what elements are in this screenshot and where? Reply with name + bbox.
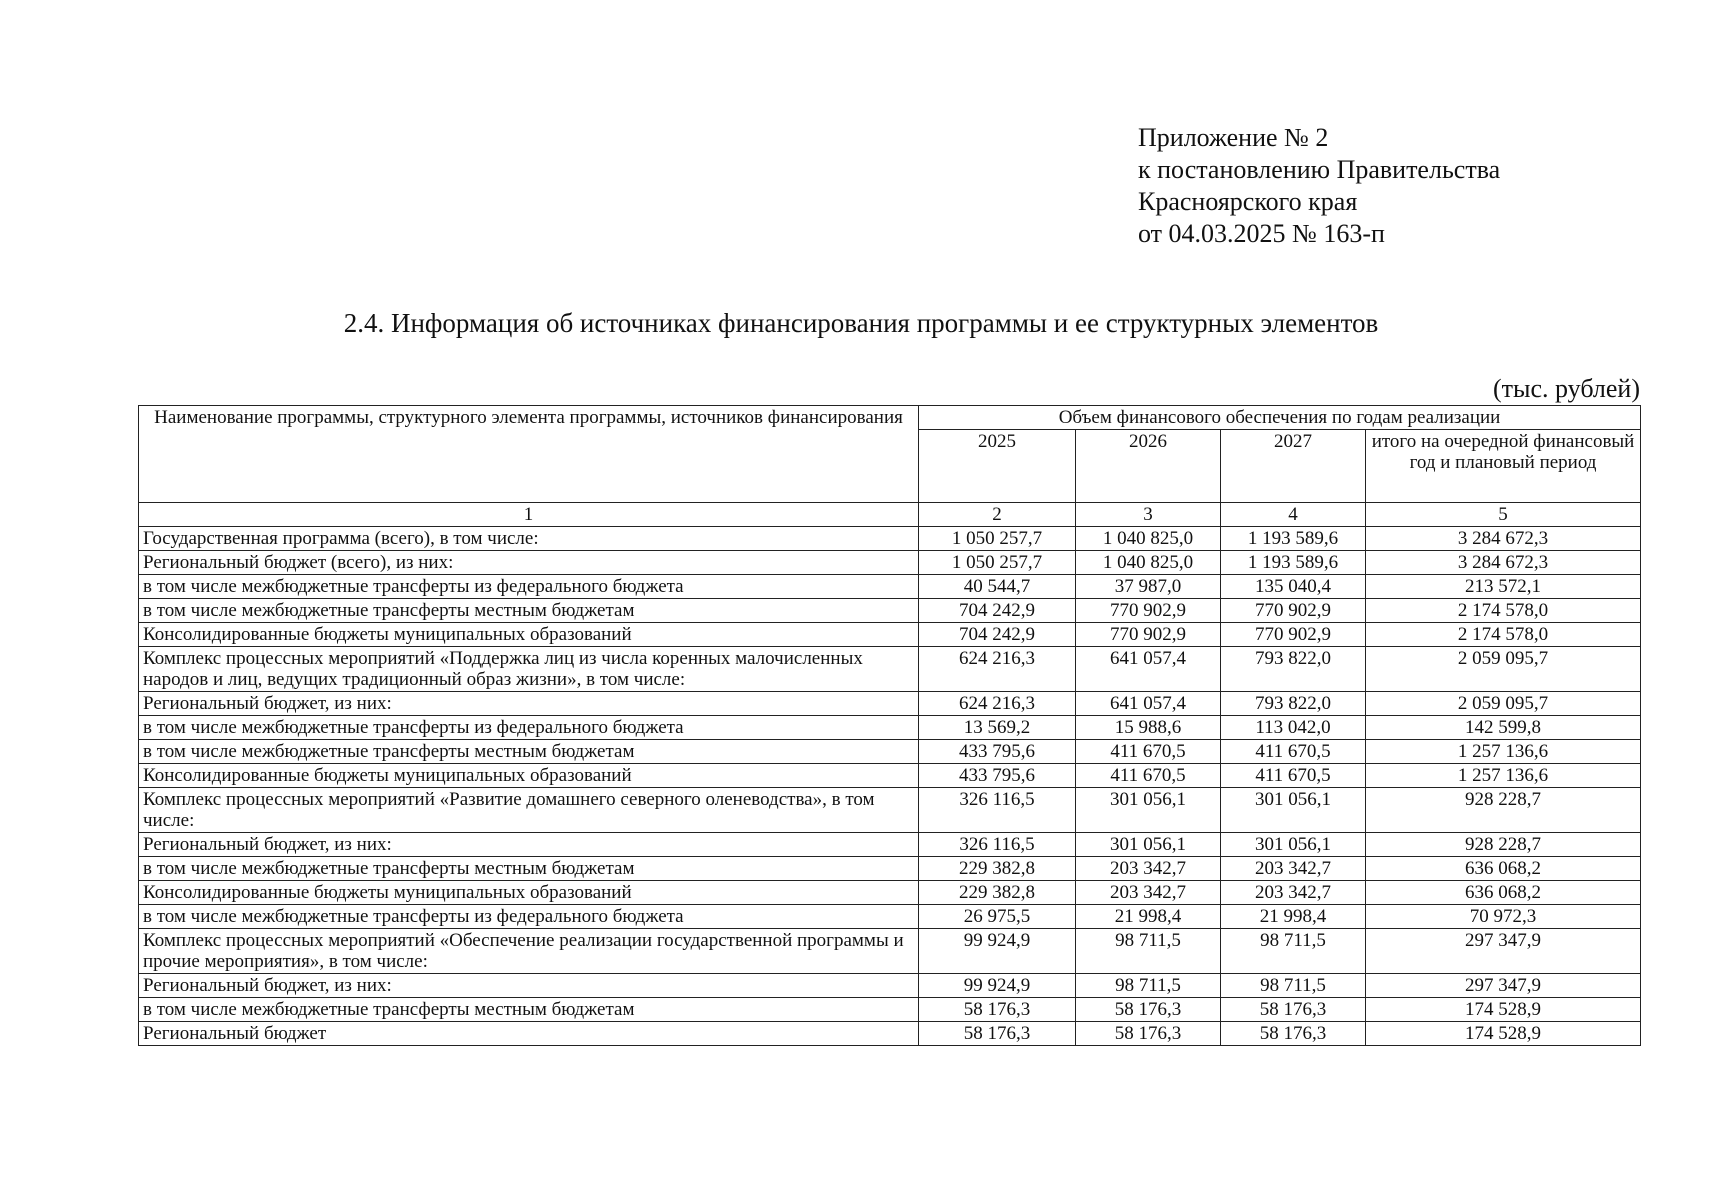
value-2025: 13 569,2 xyxy=(919,716,1076,740)
value-total: 3 284 672,3 xyxy=(1366,551,1641,575)
value-total: 142 599,8 xyxy=(1366,716,1641,740)
table-row xyxy=(139,929,1641,974)
value-2025: 624 216,3 xyxy=(919,647,1076,692)
table-row xyxy=(139,764,1641,788)
header-total: итого на очередной финансовый год и плановый период xyxy=(1366,430,1641,503)
value-total: 3 284 672,3 xyxy=(1366,527,1641,551)
value-2027: 203 342,7 xyxy=(1221,857,1366,881)
row-name: Комплекс процессных мероприятий «Обеспечение реализации государственной программы и прочие мероприятия», в том числе: xyxy=(139,929,919,974)
row-name: в том числе межбюджетные трансферты из федерального бюджета xyxy=(139,716,919,740)
value-total: 2 174 578,0 xyxy=(1366,599,1641,623)
value-2025: 99 924,9 xyxy=(919,974,1076,998)
appendix-block xyxy=(1138,122,1500,250)
value-2027: 98 711,5 xyxy=(1221,929,1366,974)
row-name: Консолидированные бюджеты муниципальных образований xyxy=(139,881,919,905)
row-name: Государственная программа (всего), в том числе: xyxy=(139,527,919,551)
value-2025: 58 176,3 xyxy=(919,998,1076,1022)
value-2027: 203 342,7 xyxy=(1221,881,1366,905)
table-row xyxy=(139,740,1641,764)
value-2026: 203 342,7 xyxy=(1076,881,1221,905)
appendix-line: Приложение № 2 xyxy=(1138,123,1329,152)
value-total: 636 068,2 xyxy=(1366,881,1641,905)
value-2025: 704 242,9 xyxy=(919,599,1076,623)
value-2026: 98 711,5 xyxy=(1076,929,1221,974)
value-2025: 1 050 257,7 xyxy=(919,551,1076,575)
table-header-row xyxy=(139,406,1641,430)
header-year-2026: 2026 xyxy=(1076,430,1221,503)
table-row xyxy=(139,599,1641,623)
table-row xyxy=(139,998,1641,1022)
value-total: 213 572,1 xyxy=(1366,575,1641,599)
value-total: 70 972,3 xyxy=(1366,905,1641,929)
value-2025: 1 050 257,7 xyxy=(919,527,1076,551)
value-2025: 704 242,9 xyxy=(919,623,1076,647)
value-2026: 1 040 825,0 xyxy=(1076,527,1221,551)
value-2026: 203 342,7 xyxy=(1076,857,1221,881)
value-total: 636 068,2 xyxy=(1366,857,1641,881)
value-total: 2 059 095,7 xyxy=(1366,647,1641,692)
value-2027: 770 902,9 xyxy=(1221,599,1366,623)
value-2027: 58 176,3 xyxy=(1221,998,1366,1022)
value-2027: 1 193 589,6 xyxy=(1221,551,1366,575)
value-2027: 411 670,5 xyxy=(1221,764,1366,788)
value-2026: 15 988,6 xyxy=(1076,716,1221,740)
row-name: в том числе межбюджетные трансферты местным бюджетам xyxy=(139,599,919,623)
row-name: в том числе межбюджетные трансферты местным бюджетам xyxy=(139,740,919,764)
value-total: 1 257 136,6 xyxy=(1366,764,1641,788)
table-row xyxy=(139,692,1641,716)
value-2027: 58 176,3 xyxy=(1221,1022,1366,1046)
value-2026: 301 056,1 xyxy=(1076,833,1221,857)
value-2026: 1 040 825,0 xyxy=(1076,551,1221,575)
value-2027: 98 711,5 xyxy=(1221,974,1366,998)
table-row xyxy=(139,833,1641,857)
table-row xyxy=(139,905,1641,929)
row-name: в том числе межбюджетные трансферты из федерального бюджета xyxy=(139,905,919,929)
value-total: 2 059 095,7 xyxy=(1366,692,1641,716)
table-row xyxy=(139,527,1641,551)
table-row xyxy=(139,647,1641,692)
value-2025: 26 975,5 xyxy=(919,905,1076,929)
table-row xyxy=(139,575,1641,599)
value-2026: 770 902,9 xyxy=(1076,623,1221,647)
header-name: Наименование программы, структурного элемента программы, источников финансирования xyxy=(139,406,919,503)
value-2027: 1 193 589,6 xyxy=(1221,527,1366,551)
value-2025: 40 544,7 xyxy=(919,575,1076,599)
value-2025: 624 216,3 xyxy=(919,692,1076,716)
value-2025: 326 116,5 xyxy=(919,788,1076,833)
row-name: Региональный бюджет, из них: xyxy=(139,833,919,857)
value-2026: 411 670,5 xyxy=(1076,764,1221,788)
table-row xyxy=(139,551,1641,575)
column-index: 3 xyxy=(1076,503,1221,527)
row-name: Региональный бюджет, из них: xyxy=(139,692,919,716)
header-year-2025: 2025 xyxy=(919,430,1076,503)
row-name: Консолидированные бюджеты муниципальных образований xyxy=(139,623,919,647)
table-row xyxy=(139,788,1641,833)
row-name: Комплекс процессных мероприятий «Развитие домашнего северного оленеводства», в том числе: xyxy=(139,788,919,833)
value-2026: 641 057,4 xyxy=(1076,692,1221,716)
value-2027: 411 670,5 xyxy=(1221,740,1366,764)
value-total: 174 528,9 xyxy=(1366,998,1641,1022)
value-2025: 326 116,5 xyxy=(919,833,1076,857)
value-2027: 301 056,1 xyxy=(1221,833,1366,857)
value-total: 1 257 136,6 xyxy=(1366,740,1641,764)
value-2026: 411 670,5 xyxy=(1076,740,1221,764)
column-index: 1 xyxy=(139,503,919,527)
value-2027: 21 998,4 xyxy=(1221,905,1366,929)
table-row xyxy=(139,1022,1641,1046)
value-2026: 58 176,3 xyxy=(1076,1022,1221,1046)
value-2027: 793 822,0 xyxy=(1221,647,1366,692)
value-2025: 99 924,9 xyxy=(919,929,1076,974)
document-title: 2.4. Информация об источниках финансирования программы и ее структурных элементов xyxy=(343,308,1379,338)
value-2027: 301 056,1 xyxy=(1221,788,1366,833)
row-name: Региональный бюджет, из них: xyxy=(139,974,919,998)
row-name: Комплекс процессных мероприятий «Поддержка лиц из числа коренных малочисленных народов и лиц, ведущих традиционный образ жизни», в том числе: xyxy=(139,647,919,692)
column-index-row xyxy=(139,503,1641,527)
appendix-line: от 04.03.2025 № 163-п xyxy=(1138,219,1385,248)
table-row xyxy=(139,974,1641,998)
value-2026: 37 987,0 xyxy=(1076,575,1221,599)
row-name: в том числе межбюджетные трансферты местным бюджетам xyxy=(139,998,919,1022)
value-2027: 793 822,0 xyxy=(1221,692,1366,716)
value-2025: 58 176,3 xyxy=(919,1022,1076,1046)
row-name: Региональный бюджет xyxy=(139,1022,919,1046)
value-total: 928 228,7 xyxy=(1366,788,1641,833)
value-total: 174 528,9 xyxy=(1366,1022,1641,1046)
value-total: 297 347,9 xyxy=(1366,929,1641,974)
units-label: (тыс. рублей) xyxy=(1492,374,1640,403)
value-2027: 135 040,4 xyxy=(1221,575,1366,599)
value-2025: 229 382,8 xyxy=(919,881,1076,905)
row-name: Региональный бюджет (всего), из них: xyxy=(139,551,919,575)
row-name: в том числе межбюджетные трансферты из федерального бюджета xyxy=(139,575,919,599)
value-2025: 433 795,6 xyxy=(919,764,1076,788)
column-index: 4 xyxy=(1221,503,1366,527)
value-2027: 770 902,9 xyxy=(1221,623,1366,647)
row-name: Консолидированные бюджеты муниципальных образований xyxy=(139,764,919,788)
column-index: 5 xyxy=(1366,503,1641,527)
value-2025: 229 382,8 xyxy=(919,857,1076,881)
header-year-2027: 2027 xyxy=(1221,430,1366,503)
value-2025: 433 795,6 xyxy=(919,740,1076,764)
value-total: 2 174 578,0 xyxy=(1366,623,1641,647)
header-group: Объем финансового обеспечения по годам реализации xyxy=(919,406,1641,430)
financing-table xyxy=(138,405,1641,1046)
value-2026: 641 057,4 xyxy=(1076,647,1221,692)
table-row xyxy=(139,716,1641,740)
value-total: 297 347,9 xyxy=(1366,974,1641,998)
table-row xyxy=(139,881,1641,905)
value-2026: 98 711,5 xyxy=(1076,974,1221,998)
value-2026: 770 902,9 xyxy=(1076,599,1221,623)
value-2026: 21 998,4 xyxy=(1076,905,1221,929)
table-row xyxy=(139,623,1641,647)
value-2026: 301 056,1 xyxy=(1076,788,1221,833)
value-total: 928 228,7 xyxy=(1366,833,1641,857)
table-row xyxy=(139,857,1641,881)
column-index: 2 xyxy=(919,503,1076,527)
value-2027: 113 042,0 xyxy=(1221,716,1366,740)
appendix-line: Красноярского края xyxy=(1138,187,1358,216)
value-2026: 58 176,3 xyxy=(1076,998,1221,1022)
row-name: в том числе межбюджетные трансферты местным бюджетам xyxy=(139,857,919,881)
appendix-line: к постановлению Правительства xyxy=(1138,155,1501,184)
